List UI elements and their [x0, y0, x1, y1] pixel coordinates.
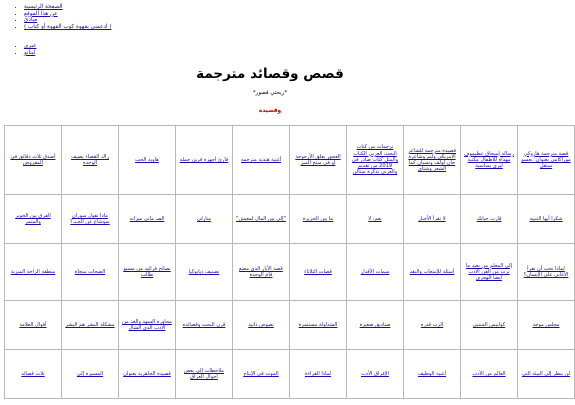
- language-nav: [12, 43, 37, 56]
- story-link-cell[interactable]: تصنيف ديانوكيا: [176, 244, 233, 301]
- story-link-cell[interactable]: لا تقرأ الأخبار: [404, 195, 461, 244]
- story-link-cell[interactable]: أغنية هندية مترجمة: [233, 126, 290, 195]
- story-link-cell[interactable]: "إلى بين المال لمعيش": [233, 195, 290, 244]
- top-nav-list: [12, 4, 512, 31]
- story-link-cell[interactable]: ثلاث قصائد: [5, 350, 62, 399]
- top-nav: [12, 4, 512, 31]
- story-link-cell[interactable]: الفرق بين الخوير والمتمر: [5, 195, 62, 244]
- story-link-cell[interactable]: الموت في الإنتاج: [233, 350, 290, 399]
- story-link-cell[interactable]: الصحات منجاة: [62, 244, 119, 301]
- nav-link-support[interactable]: ( ادعمني بقهوة كوب القهوة أو كتاب ): [24, 24, 112, 31]
- story-link-cell[interactable]: الشداولة مستثمرة: [290, 301, 347, 350]
- story-link-cell[interactable]: ماذا تقول سوران سوشاع عن الجـنـ؟: [62, 195, 119, 244]
- story-link-cell[interactable]: راك القصاء يصيف الوحدة: [62, 126, 119, 195]
- story-link-cell[interactable]: قارب حياتك: [461, 195, 518, 244]
- story-link-cell[interactable]: أصدق ثلاث دقائق في المقروض: [5, 126, 62, 195]
- story-link-cell[interactable]: سمات الأقدار: [347, 244, 404, 301]
- nav-item-support[interactable]: [24, 24, 512, 31]
- story-link-cell[interactable]: قرن البحث وقصائده: [176, 301, 233, 350]
- story-link-cell[interactable]: كوابيس المتنبي: [461, 301, 518, 350]
- story-link-cell[interactable]: مشكلة البشر هم البشر: [62, 301, 119, 350]
- stories-grid-body: [5, 126, 575, 399]
- story-link-cell[interactable]: نصائح قرائية من مسيو طالب: [119, 244, 176, 301]
- grid-row: [5, 244, 575, 301]
- nav-link-home[interactable]: الصفحة الرئيسية: [24, 4, 63, 10]
- story-link-cell[interactable]: لماذا القراءة: [290, 350, 347, 399]
- story-link-cell[interactable]: المسيرة إلى: [62, 350, 119, 399]
- story-link-cell[interactable]: هاوية الحب: [119, 126, 176, 195]
- story-link-cell[interactable]: أغنية الوظيف: [404, 350, 461, 399]
- story-link-cell[interactable]: قصيدة الجاهزية بعنوان: [119, 350, 176, 399]
- lang-link-1[interactable]: عبري: [24, 43, 37, 49]
- lang-item-1[interactable]: [24, 43, 37, 50]
- story-link-cell[interactable]: رسالة إسحاق عظيموف مهداة للأطفال مكتبة ليري بمناسبة: [461, 126, 518, 195]
- stories-grid: [4, 125, 575, 399]
- story-link-cell[interactable]: إلى المعلم من يعيد ما ترث من الفن الأدب أيضا الهجري: [461, 244, 518, 301]
- story-link-cell[interactable]: أسئلة للإمتعاب والنقد: [404, 244, 461, 301]
- story-link-cell[interactable]: ترجمات من كتاب البحث العربي الكتاب والمثل كتاب صادر في 2019 من تقديم والعربي تذكرة ستالن: [347, 126, 404, 195]
- story-link-cell[interactable]: مجلس موجة: [518, 301, 575, 350]
- grid-row: [5, 126, 575, 195]
- story-link-cell[interactable]: ما بين الجزيرة: [290, 195, 347, 244]
- story-link-cell[interactable]: قصة الأيار الذي مضع قام الوحدة: [233, 244, 290, 301]
- story-link-cell[interactable]: ملاحظات إلى بعض أحوال العراق: [176, 350, 233, 399]
- grid-row: [5, 350, 575, 399]
- story-link-cell[interactable]: قصة مترجمة هاروكي موراكامي بعنوان: نعسو سنقل: [518, 126, 575, 195]
- nav-link-principles[interactable]: مبادئ: [24, 17, 38, 24]
- story-link-cell[interactable]: لن ينظر إلى البيئة التي: [518, 350, 575, 399]
- story-link-cell[interactable]: صناديق صغيرة: [347, 301, 404, 350]
- story-link-cell[interactable]: الإفراق الأدب: [347, 350, 404, 399]
- grid-row: [5, 301, 575, 350]
- story-link-cell[interactable]: شكرا أيها التنبيه: [518, 195, 575, 244]
- nav-link-about[interactable]: عن هذا الموقع: [24, 10, 58, 17]
- story-link-cell[interactable]: قصيدة مترجمة للشاعر الأمريكي وليم وشاعرة جان لولف ونسيان كما الشعر وشتاي: [404, 126, 461, 195]
- nav-item-home[interactable]: [24, 4, 512, 11]
- language-list: [12, 43, 37, 56]
- story-link-cell[interactable]: الرب قدرة: [404, 301, 461, 350]
- story-link-cell[interactable]: قصات الثلاثاء: [290, 244, 347, 301]
- lang-link-2[interactable]: لبنانو: [24, 49, 36, 56]
- section-mark: وقصيدة: [258, 108, 282, 114]
- story-link-cell[interactable]: لماذا نحب أن تقرأ الأغاني على الإنسان؟: [518, 244, 575, 301]
- story-link-cell[interactable]: العجوز يعلق الأرجوحة أو في منتج الميز: [290, 126, 347, 195]
- story-link-cell[interactable]: نعم، لا: [347, 195, 404, 244]
- story-link-cell[interactable]: الصـ ماني ميزانه: [119, 195, 176, 244]
- story-link-cell[interactable]: العالم من الأدب: [461, 350, 518, 399]
- nav-item-about[interactable]: [24, 11, 512, 18]
- story-link-cell[interactable]: منطقة الراحة المتزنة: [5, 244, 62, 301]
- story-link-cell[interactable]: قارئ أجهزة قرين جملة: [176, 126, 233, 195]
- page-title: قصص وقصائد مترجمة: [196, 66, 344, 82]
- grid-row: [5, 195, 575, 244]
- lang-item-2[interactable]: [24, 50, 37, 57]
- story-link-cell[interactable]: منازلي: [176, 195, 233, 244]
- story-link-cell[interactable]: تصوص ذاتية: [233, 301, 290, 350]
- story-link-cell[interactable]: أقوال العلامة: [5, 301, 62, 350]
- page-subtitle: *ريحتي قصور*: [252, 90, 288, 96]
- story-link-cell[interactable]: محاورة السهد والغد من الأدب الذي الشال: [119, 301, 176, 350]
